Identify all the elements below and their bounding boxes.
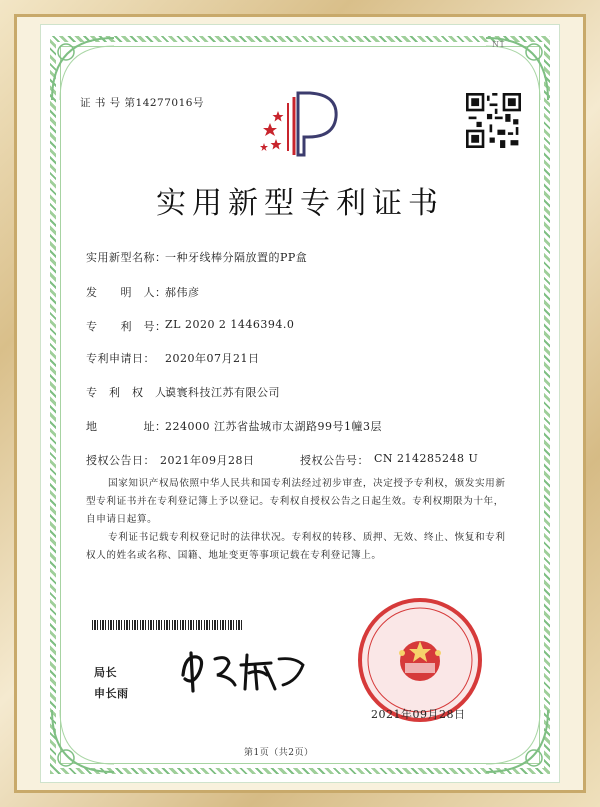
qr-code-icon <box>466 93 521 148</box>
grant-date-value: 2021年09月28日 <box>160 454 255 467</box>
signer-title: 局长 <box>94 666 117 679</box>
seal-date: 2021年09月28日 <box>371 708 466 721</box>
corner-ornament-top-left <box>48 34 118 104</box>
corner-ornament-bottom-left <box>48 706 118 776</box>
grant-no-label: 授权公告号： <box>300 454 369 467</box>
signature-icon <box>175 645 315 695</box>
field-value-name: 一种牙线棒分隔放置的PP盒 <box>165 251 308 264</box>
field-label-inventor: 发 明 人： <box>86 286 167 299</box>
barcode <box>92 620 242 630</box>
field-value-patentee: 谟寰科技江苏有限公司 <box>165 386 280 399</box>
field-label-patentee: 专 利 权 人： <box>86 386 178 399</box>
body-paragraph-1: 国家知识产权局依照中华人民共和国专利法经过初步审查，决定授予专利权，颁发实用新型专利证书并在专利登记簿上予以登记。专利权自授权公告之日起生效。专利权期限为十年，自申请日起算。 <box>86 478 506 525</box>
corner-ornament-bottom-right <box>482 706 552 776</box>
field-label-patent-no: 专 利 号： <box>86 320 167 333</box>
certificate-title: 实用新型专利证书 <box>156 186 444 221</box>
field-value-patent-no: ZL 2020 2 1446394.0 <box>165 318 295 331</box>
field-value-address: 224000 江苏省盐城市太湖路99号1幢3层 <box>165 420 382 433</box>
grant-date-label: 授权公告日： <box>86 454 155 467</box>
field-value-inventor: 郝伟彦 <box>165 286 200 299</box>
field-label-address: 地 址： <box>86 420 167 433</box>
page-info: 第1页（共2页） <box>244 748 314 758</box>
body-paragraph-2: 专利证书记载专利权登记时的法律状况。专利权的转移、质押、无效、终止、恢复和专利权人的姓名或名称、国籍、地址变更等事项记载在专利登记簿上。 <box>86 532 506 561</box>
field-label-name: 实用新型名称： <box>86 251 167 264</box>
grant-no-value: CN 214285248 U <box>374 452 479 465</box>
field-label-application-date: 专利申请日： <box>86 352 155 365</box>
patent-office-emblem-icon <box>258 85 348 160</box>
certificate-number: 证 书 号 第14277016号 <box>80 97 204 109</box>
corner-mark: N1 <box>492 40 506 49</box>
signer-name: 申长雨 <box>94 687 129 700</box>
field-value-application-date: 2020年07月21日 <box>165 352 260 365</box>
